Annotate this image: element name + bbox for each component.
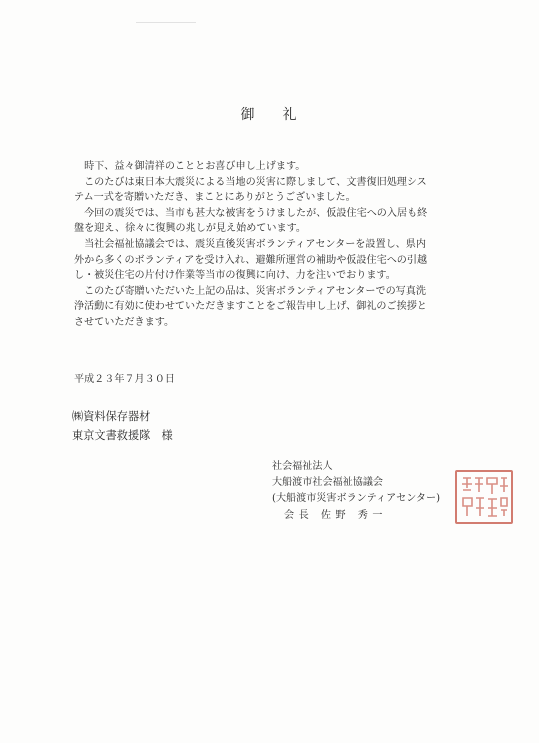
body-line: テム一式を寄贈いただき、まことにありがとうございました。	[74, 192, 356, 204]
sender-center: (大船渡市災害ボランティアセンター)	[272, 493, 441, 505]
body-line: 盤を迎え、徐々に復興の兆しが見え始めています。	[74, 223, 306, 235]
body-line: 外から多くのボランティアを受け入れ、避難所運営の補助や仮設住宅への引越	[74, 254, 428, 266]
sender-org-type: 社会福祉法人	[272, 461, 333, 472]
letter-date: 平成２３年７月３０日	[74, 374, 175, 385]
title-char-1: 御	[240, 107, 257, 123]
sender-org-name: 大船渡市社会福祉協議会	[272, 477, 384, 489]
letter-title	[0, 104, 539, 124]
body-line: このたびは東日本大震災による当地の災害に際しまして、文書復旧処理シス	[74, 176, 427, 188]
body-line: 今回の震災では、当市も甚大な被害をうけましたが、仮設住宅への入居も終	[74, 207, 428, 219]
body-line: させていただきます。	[74, 316, 175, 328]
sender-block	[272, 459, 440, 524]
official-seal-stamp	[455, 470, 513, 524]
title-char-2: 礼	[282, 107, 299, 123]
seal-mark	[457, 472, 511, 522]
recipient-company: ㈱資料保存器材	[72, 410, 151, 423]
body-line: 時下、益々御清祥のこととお喜び申し上げます。	[74, 161, 306, 172]
top-rule	[136, 22, 196, 23]
sender-signatory: 会長 佐野 秀一	[284, 509, 387, 521]
body-line: し・被災住宅の片付け作業等当市の復興に向け、力を注いでおります。	[74, 270, 396, 282]
body-line: 浄活動に有効に使わせていただきますことをご報告申し上げ、御礼のご挨拶と	[74, 301, 427, 313]
recipient-block	[72, 407, 173, 445]
letter-body	[74, 159, 474, 331]
body-line: このたび寄贈いただいた上記の品は、災害ボランティアセンターでの写真洗	[74, 285, 426, 297]
recipient-team: 東京文書救援隊 様	[72, 429, 173, 442]
body-line: 当社会福祉協議会では、震災直後災害ボランティアセンターを設置し、県内	[74, 238, 426, 250]
